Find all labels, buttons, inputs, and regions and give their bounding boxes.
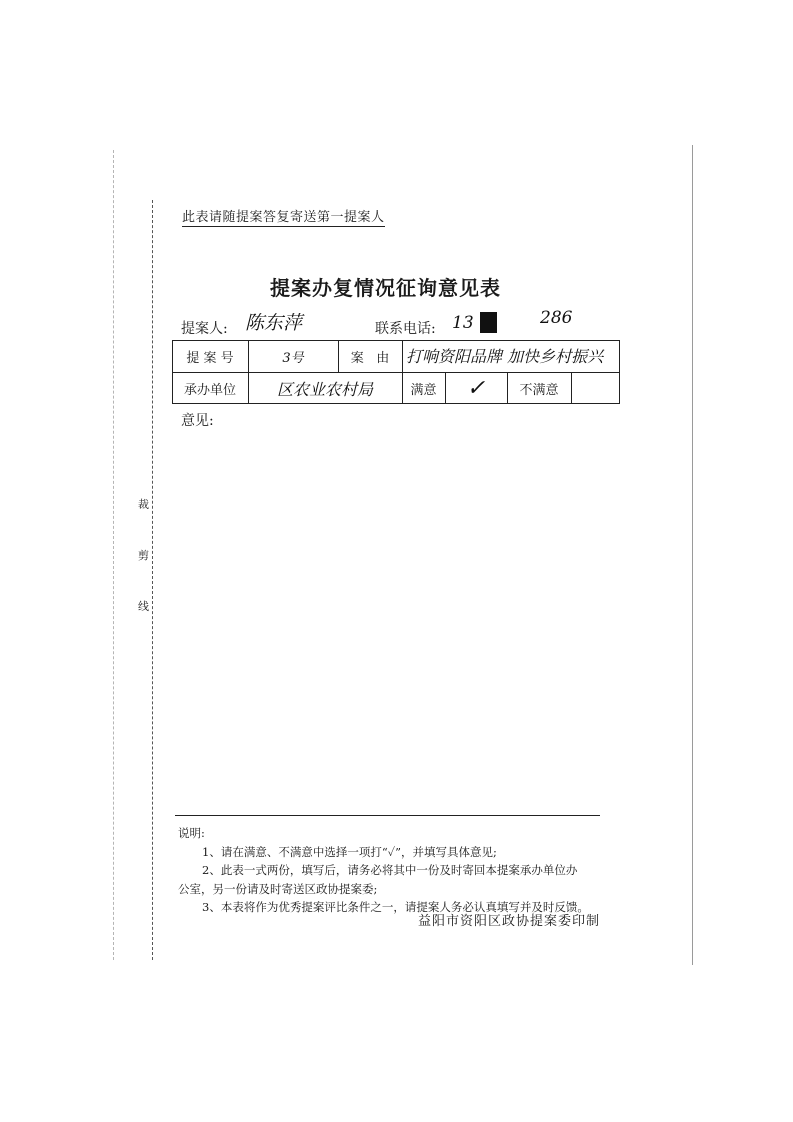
cut-char-3: 线: [138, 600, 149, 613]
handler-value: 区农业农村局: [276, 379, 373, 399]
handler-label: 承办单位: [183, 382, 236, 398]
proposer-signature: 陈东萍: [245, 312, 303, 334]
unsatisfied-label: 不满意: [519, 382, 559, 398]
proposal-no-value: 3号: [282, 350, 304, 366]
phone-redaction: [480, 312, 497, 333]
cut-char-1: 裁: [138, 498, 149, 511]
phone-label: 联系电话:: [375, 321, 436, 337]
cut-char-2: 剪: [138, 549, 149, 562]
subject-label: 案 由: [350, 350, 390, 366]
scan-edge-left: [113, 150, 114, 960]
header-note: 此表请随提案答复寄送第一提案人: [182, 206, 385, 227]
notes-section: [178, 824, 618, 917]
unsatisfied-box: [571, 372, 620, 404]
note-item-2b: 公室，另一份请及时寄送区政协提案委;: [178, 881, 378, 896]
notes-separator: [175, 815, 600, 816]
proposal-no-label: 提 案 号: [186, 350, 234, 366]
issuer-footer: 益阳市资阳区政协提案委印制: [418, 914, 601, 929]
note-item-2a: 2、此表一式两份，填写后，请务必将其中一份及时寄回本提案承办单位办: [202, 863, 578, 877]
note-item-1: 1、请在满意、不满意中选择一项打“✓”，并填写具体意见;: [202, 844, 497, 859]
phone-value-end: 286: [540, 308, 573, 328]
opinion-label: 意见:: [181, 413, 214, 429]
form-title: 提案办复情况征询意见表: [270, 276, 501, 300]
notes-heading: 说明:: [178, 826, 205, 840]
proposer-label: 提案人:: [181, 321, 228, 337]
phone-value-start: 13: [452, 313, 474, 333]
satisfied-label: 满意: [410, 382, 437, 398]
note-item-3: 3、本表将作为优秀提案评比条件之一，请提案人务必认真填写并及时反馈。: [202, 900, 589, 914]
scan-edge-right: [692, 145, 693, 965]
satisfied-checkmark: ✓: [466, 375, 486, 401]
cut-line: [152, 200, 153, 960]
subject-value: 打响资阳品牌 加快乡村振兴: [406, 347, 604, 366]
